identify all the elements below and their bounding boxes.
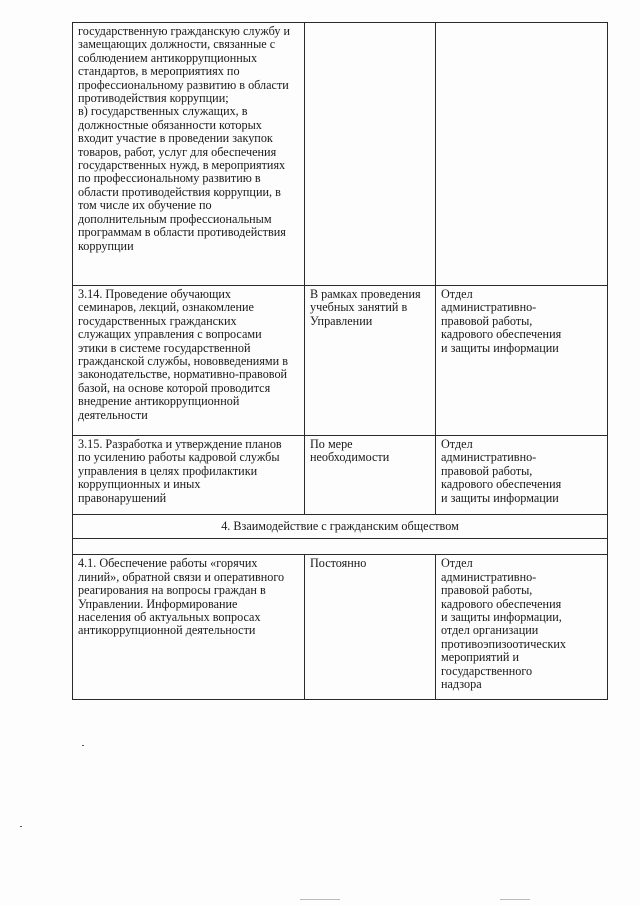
spacer-cell (73, 539, 608, 555)
scan-speck (300, 899, 340, 900)
responsible-text: Отдел административно- правовой работы, кадрового обеспечения и защиты информации, отдел организации противоэпизоотических мероприятий и государственного надзора (441, 556, 566, 692)
measure-text: 3.14. Проведение обучающих семинаров, лекций, ознакомление государственных гражданских служащих управления с вопросами этики в системе государственной гражданской службы, нововведениями в законодательстве, нормативно-правовой базой, на основе которой проводится внедрение антикоррупционной деятельности (78, 287, 288, 422)
measure-cell (73, 286, 305, 436)
scan-speck (20, 826, 22, 827)
term-text: Постоянно (310, 556, 367, 571)
table-row (73, 286, 608, 436)
spacer-row (73, 539, 608, 555)
section-header-row (73, 515, 608, 539)
scan-speck (500, 899, 530, 900)
scan-speck (82, 745, 84, 746)
measure-text: государственную гражданскую службу и замещающих должности, связанные с соблюдением антикоррупционных стандартов, в мероприятиях по профессиональному развитию в области противодействия коррупции; в) государственных служащих, в должностные обязанности которых входит участие в проведении закупок товаров, работ, услуг для обеспечения государственных нужд, в мероприятиях по профессиональному развитию в области противодействия коррупции, в том числе их обучение по дополнительным профессиональным программам в области противодействия коррупции (78, 24, 291, 253)
responsible-cell (436, 555, 608, 700)
responsible-cell (436, 286, 608, 436)
responsible-text: Отдел административно- правовой работы, кадрового обеспечения и защиты информации (441, 287, 562, 355)
responsible-cell (436, 436, 608, 515)
table-row (73, 555, 608, 700)
measure-text: 3.15. Разработка и утверждение планов по усилению работы кадровой службы управления в целях профилактики коррупционных и иных правонарушений (78, 437, 282, 505)
term-text: По мере необходимости (310, 437, 390, 465)
measure-cell (73, 23, 305, 286)
measure-cell (73, 436, 305, 515)
responsible-text: Отдел административно- правовой работы, кадрового обеспечения и защиты информации (441, 437, 562, 505)
responsible-cell (436, 23, 608, 286)
term-cell (305, 286, 436, 436)
term-cell (305, 436, 436, 515)
anticorruption-plan-table (72, 22, 608, 700)
table-row (73, 436, 608, 515)
term-text: В рамках проведения учебных занятий в Управлении (310, 287, 421, 328)
measure-text: 4.1. Обеспечение работы «горячих линий», обратной связи и оперативного реагирования на вопросы граждан в Управлении. Информирование населения об актуальных вопросах антикоррупционной деятельности (78, 556, 285, 638)
term-cell (305, 555, 436, 700)
measure-cell (73, 555, 305, 700)
term-cell (305, 23, 436, 286)
table-row (73, 23, 608, 286)
section-title: 4. Взаимодействие с гражданским обществом (73, 515, 608, 539)
